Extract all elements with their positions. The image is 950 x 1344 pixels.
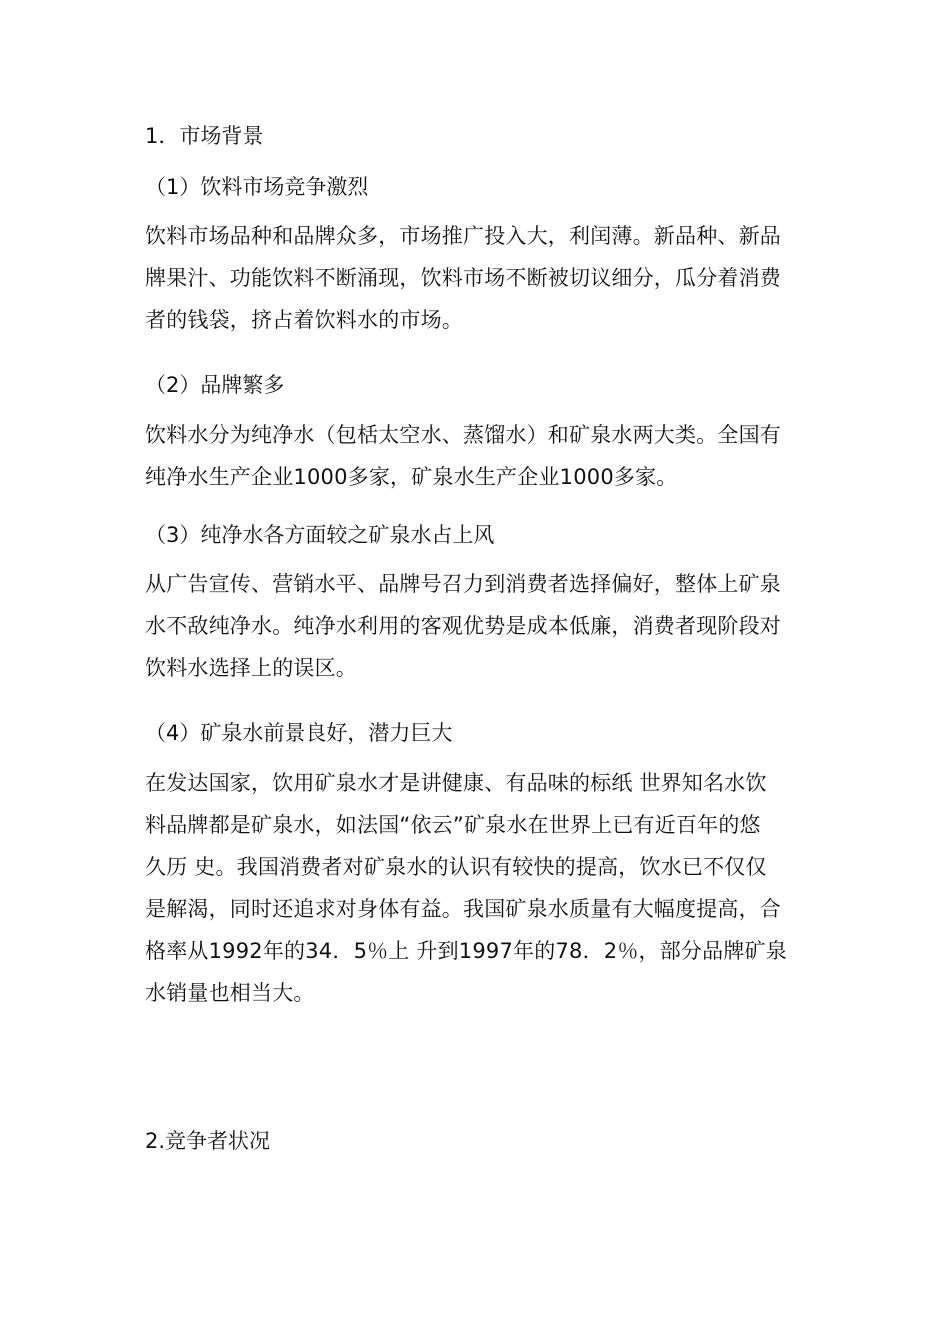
section-1-title: 1．市场背景	[145, 124, 264, 148]
paragraph-line: 在发达国家，饮用矿泉水才是讲健康、有品味的标纸 世界知名水饮	[145, 771, 767, 795]
paragraph-line: 饮料水选择上的误区。	[145, 656, 357, 680]
section-2-title: 2.竞争者状况	[145, 1129, 271, 1153]
subsection-1-3-title: （3）纯净水各方面较之矿泉水占上风	[145, 523, 495, 547]
paragraph-line: 牌果汁、功能饮料不断涌现，饮料市场不断被切议细分，瓜分着消费	[145, 266, 781, 290]
paragraph-1-3	[145, 563, 810, 689]
subsection-1-1-title: （1）饮料市场竞争激烈	[145, 175, 369, 199]
paragraph-line: 水不敌纯净水。纯净水利用的客观优势是成本低廉，消费者现阶段对	[145, 614, 781, 638]
paragraph-line: 久历 史。我国消费者对矿泉水的认识有较快的提高，饮水已不仅仅	[145, 855, 767, 879]
paragraph-line: 饮料水分为纯净水（包栝太空水、蒸馏水）和矿泉水两大类。全国有	[145, 423, 781, 447]
paragraph-line: 水销量也相当大。	[145, 981, 315, 1005]
subsection-1-4-title: （4）矿泉水前景良好，潜力巨大	[145, 721, 453, 745]
paragraph-line: 者的钱袋，挤占着饮料水的市场。	[145, 308, 463, 332]
paragraph-1-1	[145, 215, 810, 341]
paragraph-1-4	[145, 762, 810, 1014]
paragraph-line: 料品牌都是矿泉水，如法国“依云”矿泉水在世界上已有近百年的悠	[145, 813, 761, 837]
paragraph-line: 饮料市场品种和品牌众多，市场推广投入大，利闰薄。新品种、新品	[145, 224, 781, 248]
subsection-1-2-title: （2）品牌繁多	[145, 373, 285, 397]
paragraph-line: 是解渴，同时还追求对身体有益。我国矿泉水质量有大幅度提高，合	[145, 897, 781, 921]
paragraph-line: 从广告宣传、营销水平、品牌号召力到消费者选择偏好，整体上矿泉	[145, 572, 781, 596]
paragraph-1-2	[145, 414, 810, 498]
paragraph-line: 纯净水生产企业1000多家，矿泉水生产企业1000多家。	[145, 465, 678, 489]
paragraph-line: 格率从1992年的34．5％上 升到1997年的78．2％，部分品牌矿泉	[145, 939, 787, 963]
